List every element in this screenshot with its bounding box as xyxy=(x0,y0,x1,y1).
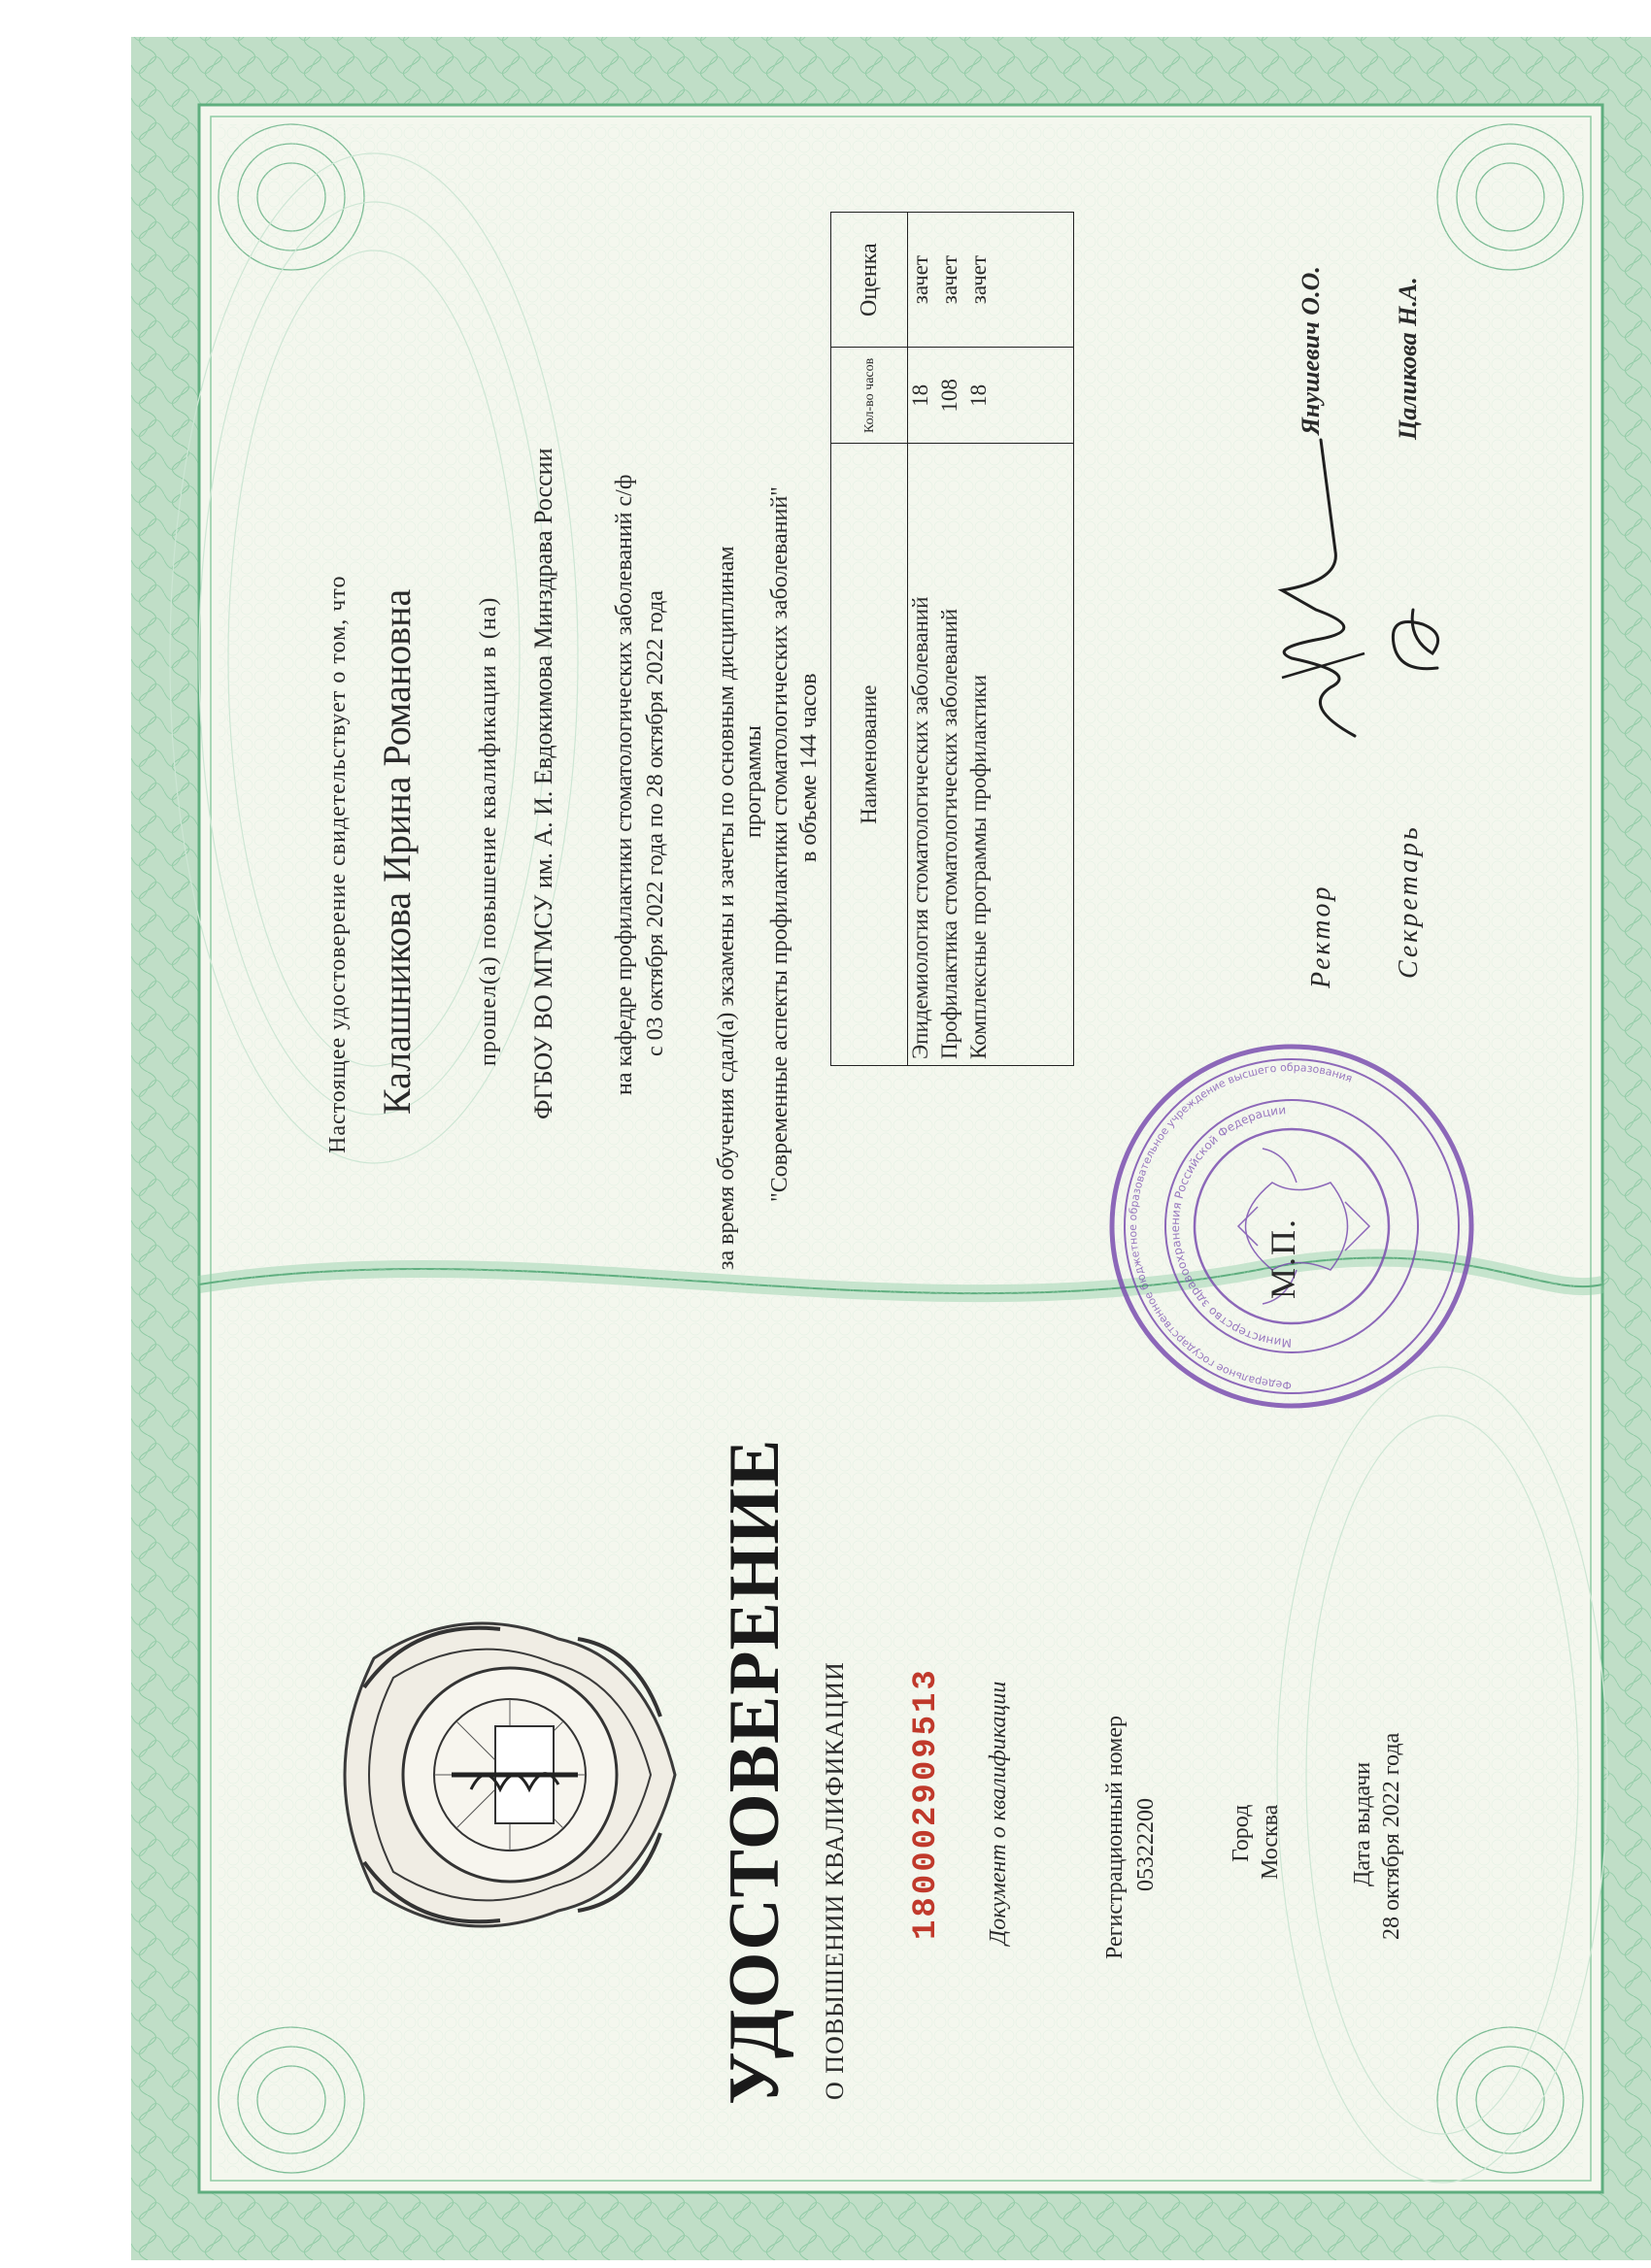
qualification-certificate xyxy=(131,37,1651,2260)
program-volume: в объеме 144 часов xyxy=(796,673,822,862)
intro-text: Настоящее удостоверение свидетельствует о том, что xyxy=(325,575,351,1153)
secretary-name: Цаликова Н.А. xyxy=(1394,277,1422,440)
university-emblem-icon xyxy=(325,1600,685,1950)
document-type: Документ о квалификации xyxy=(986,1681,1011,1945)
header-hours: Кол-во часов xyxy=(831,348,908,444)
serial-number: 180002909513 xyxy=(908,1667,945,1940)
discipline-grade: зачет xyxy=(908,213,938,348)
discipline-hours: 18 xyxy=(908,348,938,444)
table-row xyxy=(966,213,1074,1066)
holder-full-name: Калашникова Ирина Романовна xyxy=(375,588,419,1115)
stamp-inner-text: Министерство здравоохранения Российской Федерации xyxy=(1167,1103,1293,1351)
discipline-grade: зачет xyxy=(937,213,966,348)
exams-text-line1: за время обучения сдал(а) экзамены и зачеты по основным дисциплинам xyxy=(714,546,739,1270)
rector-label: Ректор xyxy=(1306,884,1336,988)
issue-date-label: Дата выдачи xyxy=(1350,1761,1375,1886)
header-grade: Оценка xyxy=(831,213,908,348)
passed-training-text: прошел(а) повышение квалификации в (на) xyxy=(476,596,501,1066)
rector-signature-icon xyxy=(1263,435,1379,746)
program-title: "Современные аспекты профилактики стоматологических заболеваний" xyxy=(767,486,792,1202)
rector-name: Янушевич О.О. xyxy=(1297,266,1325,435)
discipline-name: Эпидемиология стоматологических заболеваний xyxy=(908,444,938,1066)
table-row xyxy=(908,213,938,1066)
certificate-title: УДОСТОВЕРЕНИЕ xyxy=(715,1438,794,2105)
issue-date: 28 октября 2022 года xyxy=(1379,1732,1404,1940)
disciplines-table xyxy=(830,212,1074,1066)
training-period: с 03 октября 2022 года по 28 октября 2022 года xyxy=(643,590,668,1056)
discipline-name: Комплексные программы профилактики xyxy=(966,444,1074,1066)
exams-text-line2: программы xyxy=(741,725,766,838)
secretary-label: Секретарь xyxy=(1394,824,1424,979)
discipline-grade: зачет xyxy=(966,213,1074,348)
table-header-row xyxy=(831,213,908,1066)
city-value: Москва xyxy=(1258,1804,1283,1880)
secretary-signature-icon xyxy=(1369,595,1457,683)
organization-name: ФГБОУ ВО МГМСУ им. А. И. Евдокимова Минздрава России xyxy=(529,448,557,1119)
discipline-hours: 108 xyxy=(937,348,966,444)
discipline-name: Профилактика стоматологических заболеваний xyxy=(937,444,966,1066)
registration-number: 05322200 xyxy=(1133,1798,1159,1891)
header-name: Наименование xyxy=(831,444,908,1066)
department-name: на кафедре профилактики стоматологических заболеваний с/ф xyxy=(612,474,637,1095)
city-label: Город xyxy=(1229,1804,1254,1862)
registration-number-label: Регистрационный номер xyxy=(1102,1715,1128,1959)
stamp-outer-text: Федеральное государственное бюджетное образовательное учреждение высшего образования xyxy=(1126,1060,1355,1392)
stamp-place-label: М.П. xyxy=(1264,1217,1302,1299)
table-row xyxy=(937,213,966,1066)
certificate-subtitle: О ПОВЫШЕНИИ КВАЛИФИКАЦИИ xyxy=(821,1661,849,2100)
discipline-hours: 18 xyxy=(966,348,1074,444)
